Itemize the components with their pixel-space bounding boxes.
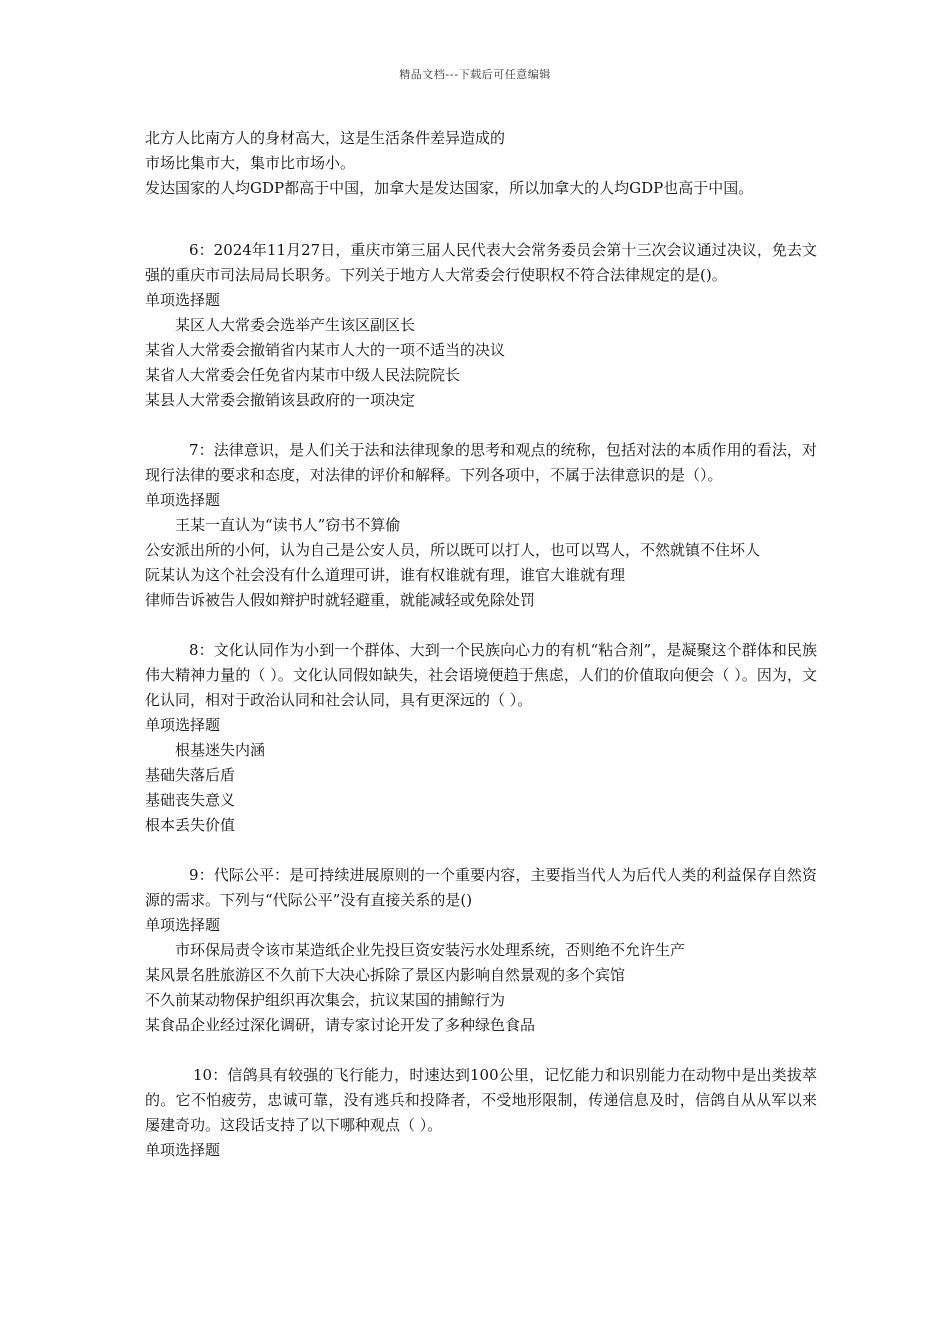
question-block-7 (145, 438, 817, 613)
option-item: 某食品企业经过深化调研，请专家讨论开发了多种绿色食品 (145, 1016, 536, 1034)
option-item: 阮某认为这个社会没有什么道理可讲，谁有权谁就有理，谁官大谁就有理 (145, 566, 626, 584)
option-item: 某区人大常委会选举产生该区副区长 (175, 316, 416, 334)
page-header: 精品文档---下载后可任意编辑 (399, 68, 551, 81)
intro-line: 发达国家的人均GDP都高于中国，加拿大是发达国家，所以加拿大的人均GDP也高于中国。 (145, 179, 754, 197)
intro-line: 北方人比南方人的身材高大，这是生活条件差异造成的 (145, 129, 506, 147)
option-item: 不久前某动物保护组织再次集会，抗议某国的捕鲸行为 (145, 991, 506, 1009)
question-block-9 (145, 863, 817, 1038)
question-type: 单项选择题 (145, 916, 221, 934)
question-type: 单项选择题 (145, 716, 221, 734)
option-item: 根基迷失内涵 (175, 741, 266, 759)
option-item: 某省人大常委会撤销省内某市人大的一项不适当的决议 (145, 341, 506, 359)
option-item: 某省人大常委会任免省内某市中级人民法院院长 (145, 366, 461, 384)
question-type: 单项选择题 (145, 291, 221, 309)
option-item: 王某一直认为“读书人”窃书不算偷 (175, 516, 401, 534)
question-type: 单项选择题 (145, 491, 221, 509)
option-item: 某县人大常委会撤销该县政府的一项决定 (145, 391, 416, 409)
question-text: 9：代际公平：是可持续进展原则的一个重要内容，主要指当代人为后代人类的利益保存自然资源的需求。下列与“代际公平”没有直接关系的是() (145, 866, 817, 909)
question-block-6 (145, 238, 817, 413)
option-item: 基础丧失意义 (145, 791, 236, 809)
question-text: 8：文化认同作为小到一个群体、大到一个民族向心力的有机“粘合剂”，是凝聚这个群体和民族伟大精神力量的（ ）。文化认同假如缺失，社会语境便趋于焦虑，人们的价值取向便会（ ）。因为，文化认同，相对于政治认同和社会认同，具有更深远的（ ）。 (145, 641, 817, 709)
option-item: 基础失落后盾 (145, 766, 236, 784)
option-item: 公安派出所的小何，认为自己是公安人员，所以既可以打人，也可以骂人，不然就镇不住坏人 (145, 541, 761, 559)
option-item: 某风景名胜旅游区不久前下大决心拆除了景区内影响自然景观的多个宾馆 (145, 966, 626, 984)
intro-line: 市场比集市大，集市比市场小。 (145, 154, 356, 172)
question-type: 单项选择题 (145, 1141, 221, 1159)
question-text: 10：信鸽具有较强的飞行能力，时速达到100公里，记忆能力和识别能力在动物中是出类拔萃的。它不怕疲劳，忠诚可靠，没有逃兵和投降者，不受地形限制，传递信息及时，信鸽自从从军以来屡建奇功。这段话支持了以下哪种观点（ ）。 (145, 1066, 817, 1134)
question-text: 6：2024年11月27日，重庆市第三届人民代表大会常务委员会第十三次会议通过决议，免去文强的重庆市司法局局长职务。下列关于地方人大常委会行使职权不符合法律规定的是()。 (145, 241, 817, 284)
option-item: 市环保局责令该市某造纸企业先投巨资安装污水处理系统，否则绝不允许生产 (175, 941, 686, 959)
option-item: 根本丢失价值 (145, 816, 236, 834)
option-item: 律师告诉被告人假如辩护时就轻避重，就能减轻或免除处罚 (145, 591, 536, 609)
question-block-8 (145, 638, 817, 838)
question-text: 7：法律意识，是人们关于法和法律现象的思考和观点的统称，包括对法的本质作用的看法，对现行法律的要求和态度，对法律的评价和解释。下列各项中，不属于法律意识的是（）。 (145, 441, 817, 484)
question-block-10 (145, 1063, 817, 1163)
document-body (145, 126, 817, 1163)
